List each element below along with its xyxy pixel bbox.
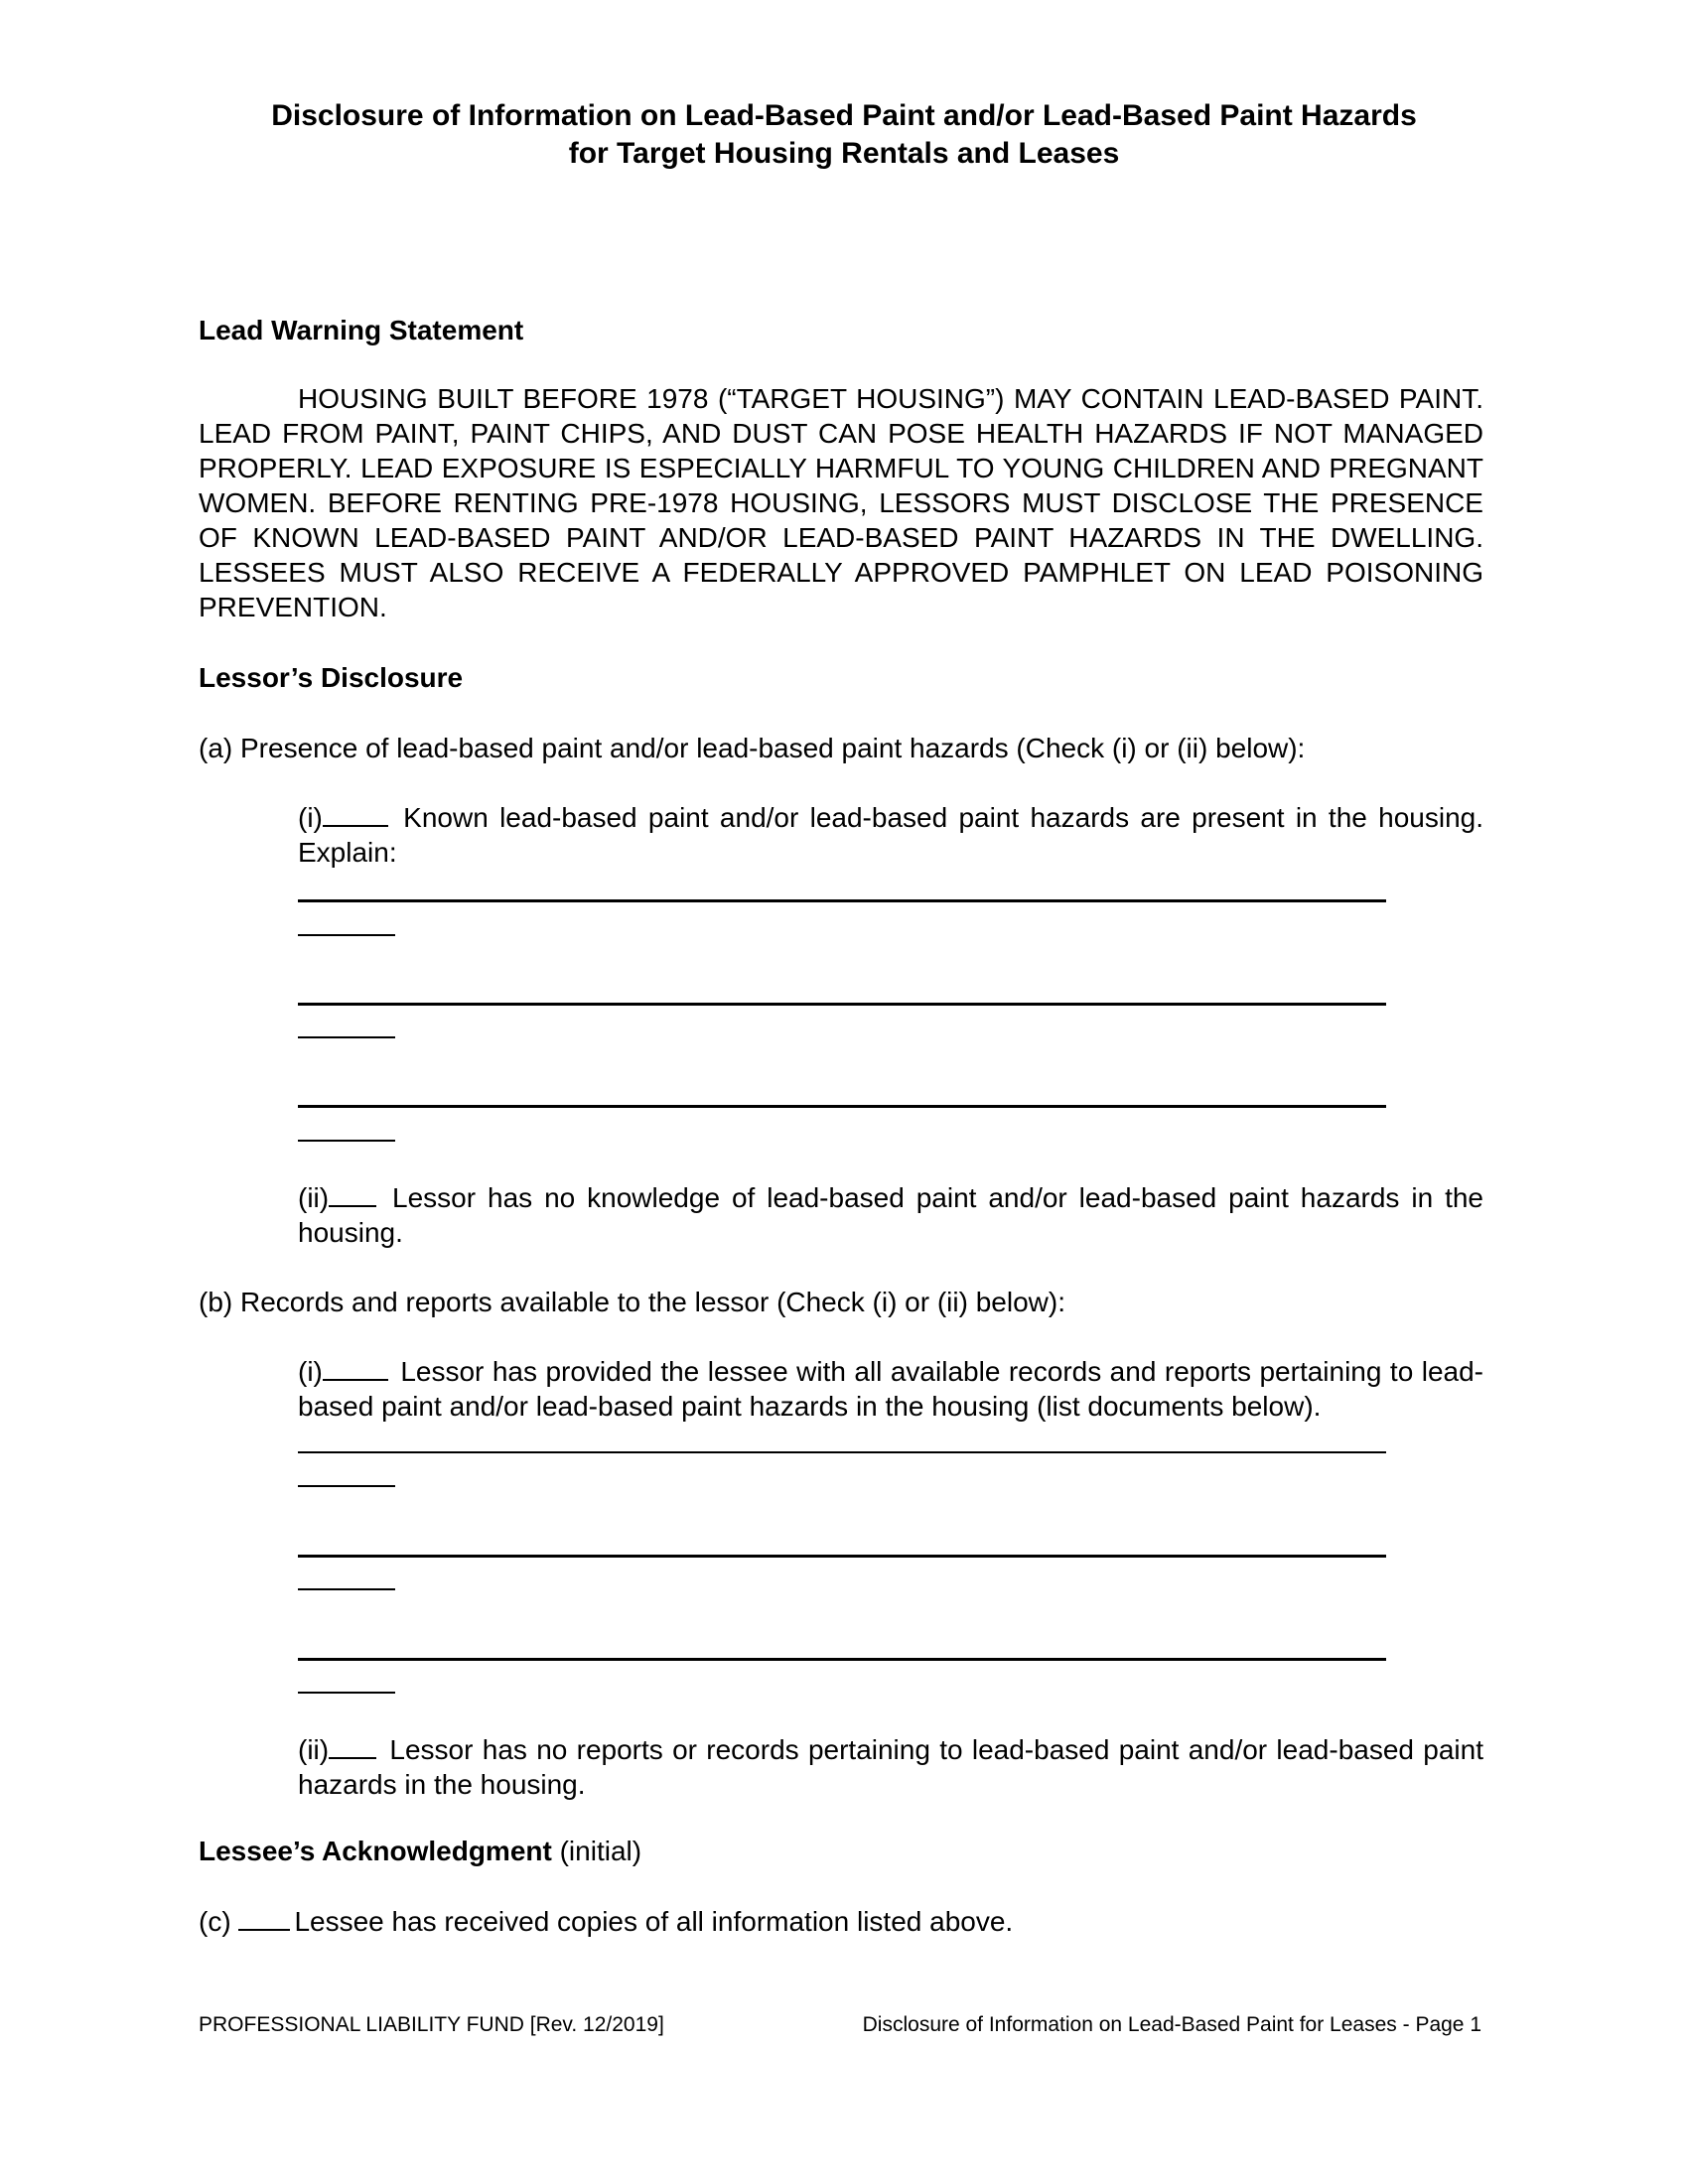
- lessor-disclosure-heading: Lessor’s Disclosure: [199, 662, 464, 693]
- item-a-ii-label: (ii): [298, 1182, 330, 1213]
- item-b-ii: [298, 1732, 1483, 1802]
- item-b-i-checkbox-blank[interactable]: [323, 1378, 388, 1381]
- documents-line-1[interactable]: [298, 1451, 1386, 1453]
- item-a-ii: [298, 1180, 1483, 1250]
- documents-line-3[interactable]: [298, 1658, 1386, 1661]
- explain-line-1[interactable]: [298, 899, 1386, 902]
- documents-line-3-cont[interactable]: [298, 1692, 395, 1694]
- footer-right: Disclosure of Information on Lead-Based Paint for Leases - Page 1: [862, 2013, 1481, 2036]
- item-c-text: Lessee has received copies of all information listed above.: [294, 1906, 1014, 1937]
- documents-line-1-cont[interactable]: [298, 1485, 395, 1487]
- explain-line-2-cont[interactable]: [298, 1036, 395, 1038]
- item-b-ii-label: (ii): [298, 1734, 330, 1765]
- lessee-ack-heading-suffix: (initial): [559, 1836, 642, 1866]
- item-b-ii-checkbox-blank[interactable]: [329, 1756, 376, 1759]
- lessee-ack-heading: [199, 1835, 641, 1868]
- explain-line-2[interactable]: [298, 1003, 1386, 1006]
- lead-warning-text: [199, 381, 1483, 624]
- item-c-initial-blank[interactable]: [238, 1928, 290, 1931]
- item-a-text: (a) Presence of lead-based paint and/or lead-based paint hazards (Check (i) or (ii) below):: [199, 733, 1306, 763]
- item-b-i: [298, 1354, 1483, 1424]
- documents-line-2[interactable]: [298, 1555, 1386, 1558]
- item-a-ii-checkbox-blank[interactable]: [329, 1204, 376, 1207]
- item-b-text: (b) Records and reports available to the lessor (Check (i) or (ii) below):: [199, 1287, 1065, 1317]
- item-b-i-text: Lessor has provided the lessee with all available records and reports pertaining to lead-based paint and/or lead-based paint hazards in the housing (list documents below).: [298, 1356, 1483, 1422]
- explain-line-1-cont[interactable]: [298, 934, 395, 936]
- item-c: [199, 1904, 1483, 1939]
- footer-left: PROFESSIONAL LIABILITY FUND [Rev. 12/2019]: [199, 2013, 664, 2036]
- item-a-i-checkbox-blank[interactable]: [323, 824, 388, 827]
- title-line-2: for Target Housing Rentals and Leases: [568, 137, 1120, 170]
- item-a-i-label: (i): [298, 802, 323, 833]
- explain-line-3[interactable]: [298, 1105, 1386, 1108]
- item-a-i: [298, 800, 1483, 870]
- documents-line-2-cont[interactable]: [298, 1588, 395, 1590]
- lead-warning-heading: Lead Warning Statement: [199, 315, 524, 345]
- explain-line-3-cont[interactable]: [298, 1140, 395, 1142]
- item-b-ii-text: Lessor has no reports or records pertaining to lead-based paint and/or lead-based paint hazards in the housing.: [298, 1734, 1483, 1800]
- item-a-i-text: Known lead-based paint and/or lead-based paint hazards are present in the housing. Explain:: [298, 802, 1483, 868]
- item-b-i-label: (i): [298, 1356, 323, 1387]
- item-c-label: (c): [199, 1906, 231, 1937]
- item-a-ii-text: Lessor has no knowledge of lead-based paint and/or lead-based paint hazards in the housing.: [298, 1182, 1484, 1248]
- page-title: [0, 97, 1688, 173]
- title-line-1: Disclosure of Information on Lead-Based Paint and/or Lead-Based Paint Hazards: [271, 99, 1417, 132]
- lead-warning-body: HOUSING BUILT BEFORE 1978 (“TARGET HOUSING”) MAY CONTAIN LEAD-BASED PAINT. LEAD FROM PAINT, PAINT CHIPS, AND DUST CAN POSE HEALTH HAZARDS IF NOT MANAGED PROPERLY. LEAD EXPOSURE IS ESPECIALLY HARMFUL TO YOUNG CHILDREN AND PREGNANT WOMEN. BEFORE RENTING PRE-1978 HOUSING, LESSORS MUST DISCLOSE THE PRESENCE OF KNOWN LEAD-BASED PAINT AND/OR LEAD-BASED PAINT HAZARDS IN THE DWELLING. LESSEES MUST ALSO RECEIVE A FEDERALLY APPROVED PAMPHLET ON LEAD POISONING PREVENTION.: [199, 383, 1483, 622]
- lessee-ack-heading-bold: Lessee’s Acknowledgment: [199, 1836, 552, 1866]
